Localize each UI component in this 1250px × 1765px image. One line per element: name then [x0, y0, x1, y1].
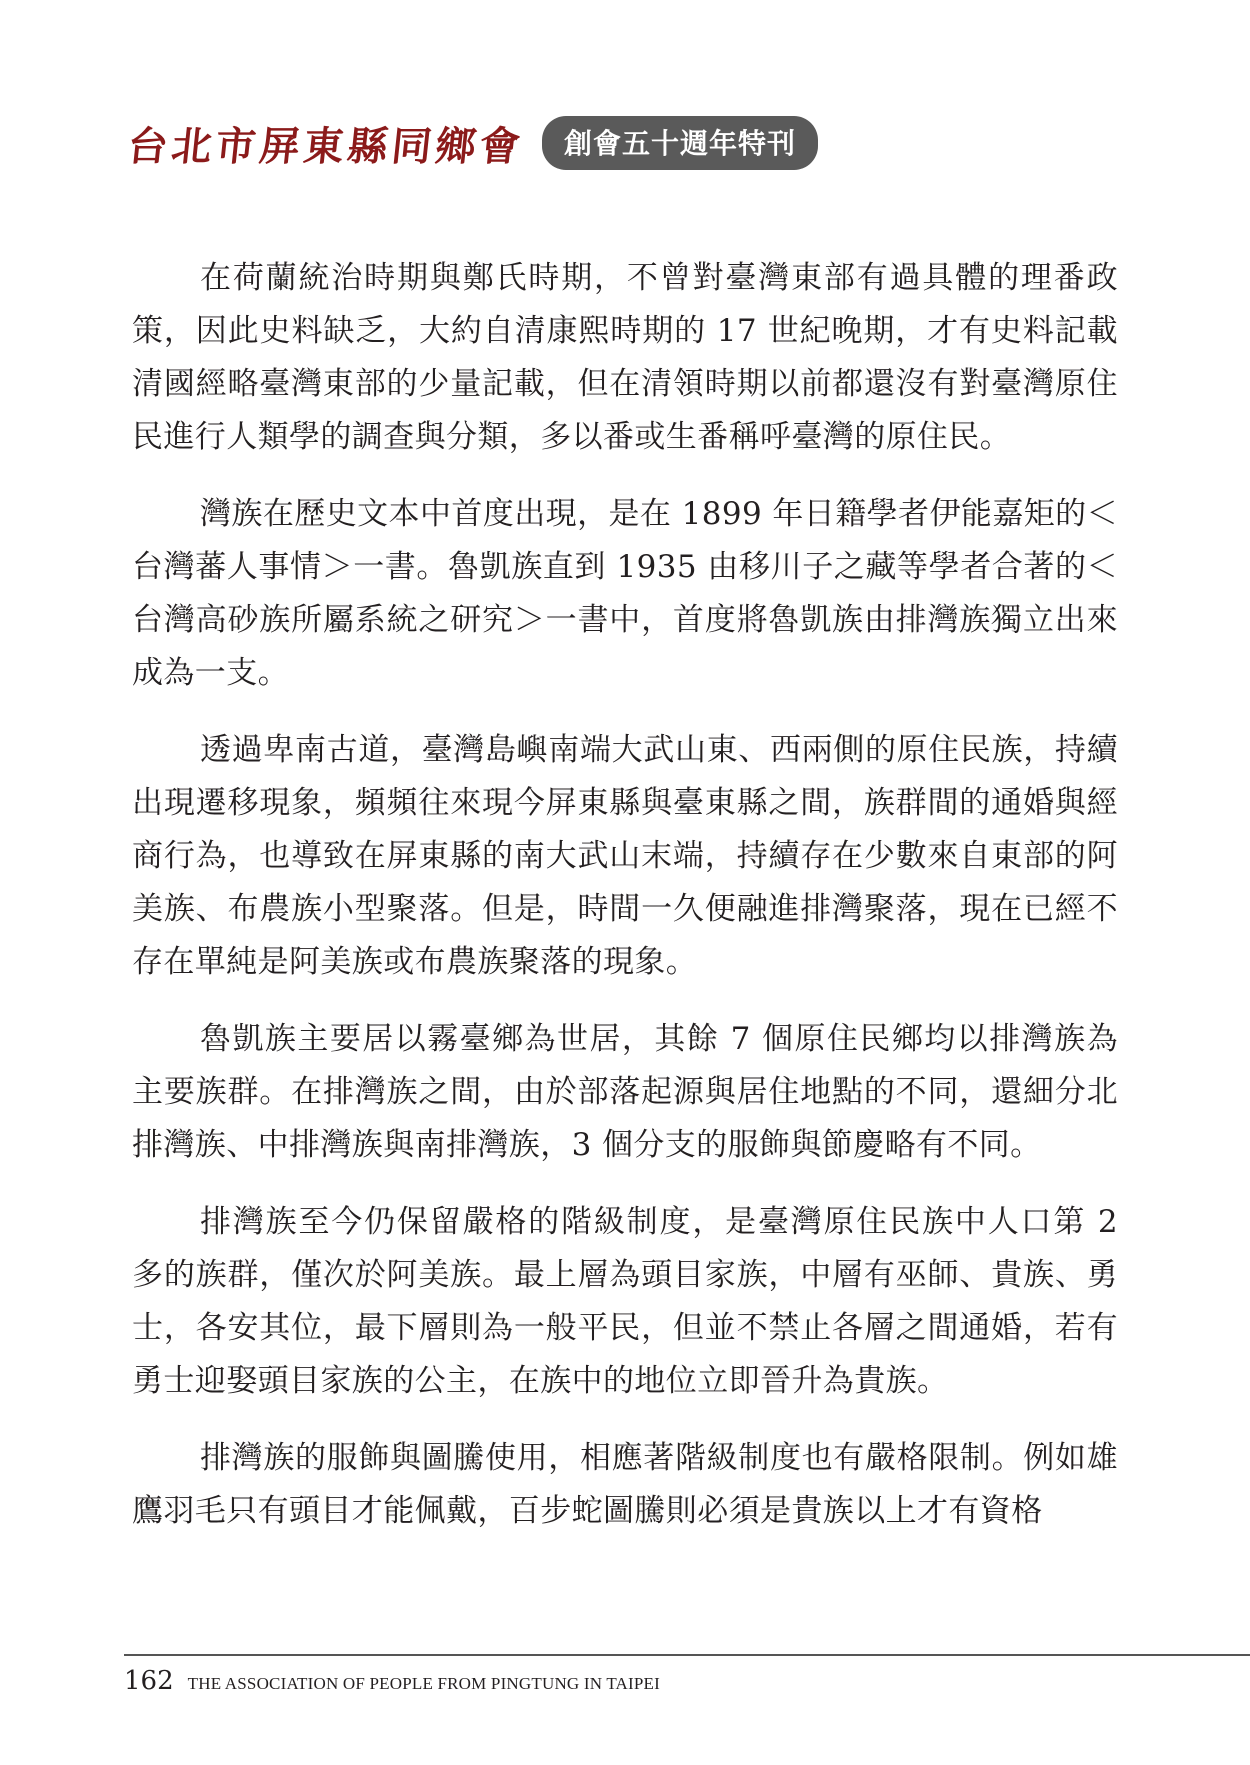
page-number: 162: [124, 1666, 174, 1696]
paragraph: 排灣族的服飾與圖騰使用，相應著階級制度也有嚴格限制。例如雄鷹羽毛只有頭目才能佩戴，百步蛇圖騰則必須是貴族以上才有資格: [132, 1440, 1118, 1529]
paragraph: 透過卑南古道，臺灣島嶼南端大武山東、西兩側的原住民族，持續出現遷移現象，頻頻往來現今屏東縣與臺東縣之間，族群間的通婚與經商行為，也導致在屏東縣的南大武山末端，持續存在少數來自東部的阿美族、布農族小型聚落。但是，時間一久便融進排灣聚落，現在已經不存在單純是阿美族或布農族聚落的現象。: [132, 732, 1118, 980]
paragraph: 魯凱族主要居以霧臺鄉為世居，其餘 7 個原住民鄉均以排灣族為主要族群。在排灣族之間，由於部落起源與居住地點的不同，還細分北排灣族、中排灣族與南排灣族，3 個分支的服飾與節慶略有不同。: [132, 1021, 1118, 1163]
page-header: [125, 112, 818, 174]
anniversary-issue-badge: 創會五十週年特刊: [542, 116, 818, 170]
publication-name: THE ASSOCIATION OF PEOPLE FROM PINGTUNG IN TAIPEI: [187, 1674, 660, 1693]
paragraph: 排灣族至今仍保留嚴格的階級制度，是臺灣原住民族中人口第 2 多的族群，僅次於阿美族。最上層為頭目家族，中層有巫師、貴族、勇士，各安其位，最下層則為一般平民，但並不禁止各層之間通婚，若有勇士迎娶頭目家族的公主，在族中的地位立即晉升為貴族。: [132, 1204, 1118, 1399]
footer-divider: [124, 1654, 1250, 1656]
page-footer: [124, 1666, 660, 1696]
article-body: [132, 252, 1118, 1562]
association-title: 台北市屏東縣同鄉會: [125, 122, 527, 170]
paragraph: 灣族在歷史文本中首度出現，是在 1899 年日籍學者伊能嘉矩的＜台灣蕃人事情＞一書。魯凱族直到 1935 由移川子之藏等學者合著的＜台灣高砂族所屬系統之研究＞一書中，首度將魯凱族由排灣族獨立出來成為一支。: [132, 496, 1118, 691]
paragraph: 在荷蘭統治時期與鄭氏時期，不曾對臺灣東部有過具體的理番政策，因此史料缺乏，大約自清康熙時期的 17 世紀晚期，才有史料記載清國經略臺灣東部的少量記載，但在清領時期以前都還沒有對臺灣原住民進行人類學的調查與分類，多以番或生番稱呼臺灣的原住民。: [132, 260, 1118, 455]
